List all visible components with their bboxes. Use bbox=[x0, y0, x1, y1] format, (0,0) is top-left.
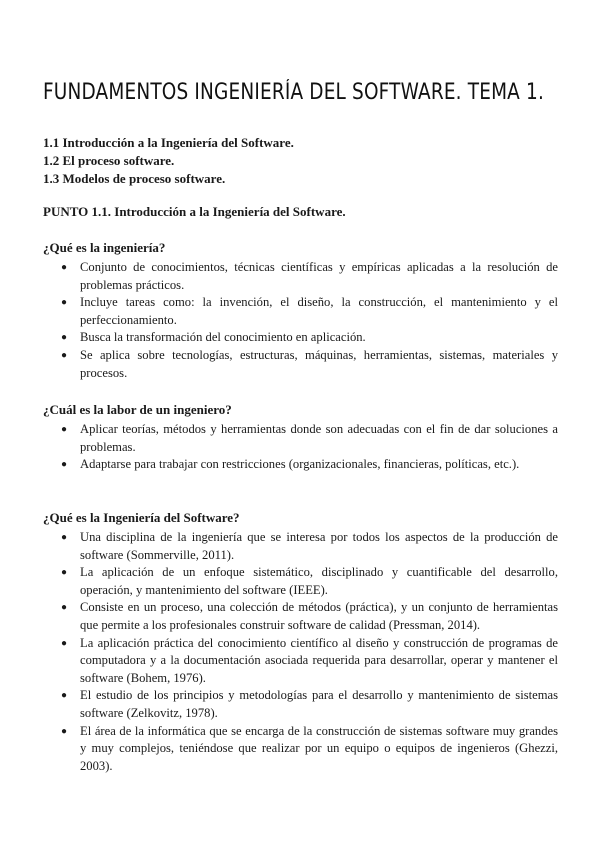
list-item: ● La aplicación práctica del conocimiento científico al diseño y construcción de programas de computadora y a la documentación asociada requerida para desarrollar, operar y mantener el software (Bohem, 1976). bbox=[61, 635, 558, 685]
section-ingenieria-software bbox=[43, 509, 558, 775]
list-item: ● Incluye tareas como: la invención, el diseño, la construcción, el mantenimiento y el perfeccionamiento. bbox=[61, 295, 558, 327]
list-item: ● Busca la transformación del conocimiento en aplicación. bbox=[43, 329, 558, 347]
section-heading: ¿Qué es la ingeniería? bbox=[43, 240, 166, 255]
toc-item: 1.1 Introducción a la Ingeniería del Software. bbox=[43, 135, 294, 150]
list-item: ● Adaptarse para trabajar con restricciones (organizacionales, financieras, políticas, etc.). bbox=[43, 456, 558, 474]
bullet-icon: ● bbox=[61, 690, 68, 702]
list-item: ● Aplicar teorías, métodos y herramientas donde son adecuadas con el fin de dar soluciones a problemas. bbox=[61, 422, 558, 454]
list-item: ● El área de la informática que se encarga de la construcción de sistemas software muy grandes y muy complejos, teniéndose que realizar por un equipo o equipos de ingenieros (Ghezzi, 2003). bbox=[61, 723, 558, 773]
page-title: FUNDAMENTOS INGENIERÍA DEL SOFTWARE. TEMA 1. bbox=[43, 80, 545, 105]
punto-heading: PUNTO 1.1. Introducción a la Ingeniería del Software. bbox=[43, 204, 346, 219]
list-item: ● Conjunto de conocimientos, técnicas científicas y empíricas aplicadas a la resolución de problemas prácticos. bbox=[61, 260, 558, 292]
bullet-icon: ● bbox=[61, 262, 68, 273]
bullet-icon: ● bbox=[61, 424, 68, 435]
bullet-icon: ● bbox=[61, 637, 68, 649]
section-que-es-ingenieria bbox=[43, 239, 558, 382]
table-of-contents bbox=[43, 134, 550, 188]
bullet-icon: ● bbox=[61, 567, 68, 579]
bullet-icon: ● bbox=[61, 602, 68, 614]
list-item: ● Se aplica sobre tecnologías, estructuras, máquinas, herramientas, sistemas, materiales y procesos. bbox=[61, 347, 558, 380]
bullet-list bbox=[43, 529, 558, 775]
toc-item: 1.3 Modelos de proceso software. bbox=[43, 171, 226, 186]
bullet-icon: ● bbox=[61, 725, 68, 737]
section-labor-ingeniero bbox=[43, 401, 558, 474]
bullet-icon: ● bbox=[61, 332, 68, 344]
list-item: ● La aplicación de un enfoque sistemático, disciplinado y cuantificable del desarrollo, operación, y mantenimiento del software (IEEE). bbox=[61, 565, 558, 597]
toc-item: 1.2 El proceso software. bbox=[43, 153, 175, 168]
bullet-icon: ● bbox=[61, 532, 68, 543]
list-item: ● Una disciplina de la ingeniería que se interesa por todos los aspectos de la producción de software (Sommerville, 2011). bbox=[61, 530, 558, 562]
section-heading: ¿Qué es la Ingeniería del Software? bbox=[43, 510, 240, 525]
list-item: ● El estudio de los principios y metodologías para el desarrollo y mantenimiento de sistemas software (Zelkovitz, 1978). bbox=[61, 688, 558, 720]
bullet-list bbox=[43, 421, 558, 474]
bullet-list bbox=[43, 259, 558, 382]
bullet-icon: ● bbox=[61, 297, 68, 309]
bullet-icon: ● bbox=[61, 459, 68, 471]
bullet-icon: ● bbox=[61, 349, 68, 361]
section-heading: ¿Cuál es la labor de un ingeniero? bbox=[43, 402, 232, 417]
list-item: ● Consiste en un proceso, una colección de métodos (práctica), y un conjunto de herramientas que permite a los profesionales construir software de calidad (Pressman, 2014). bbox=[61, 600, 558, 632]
